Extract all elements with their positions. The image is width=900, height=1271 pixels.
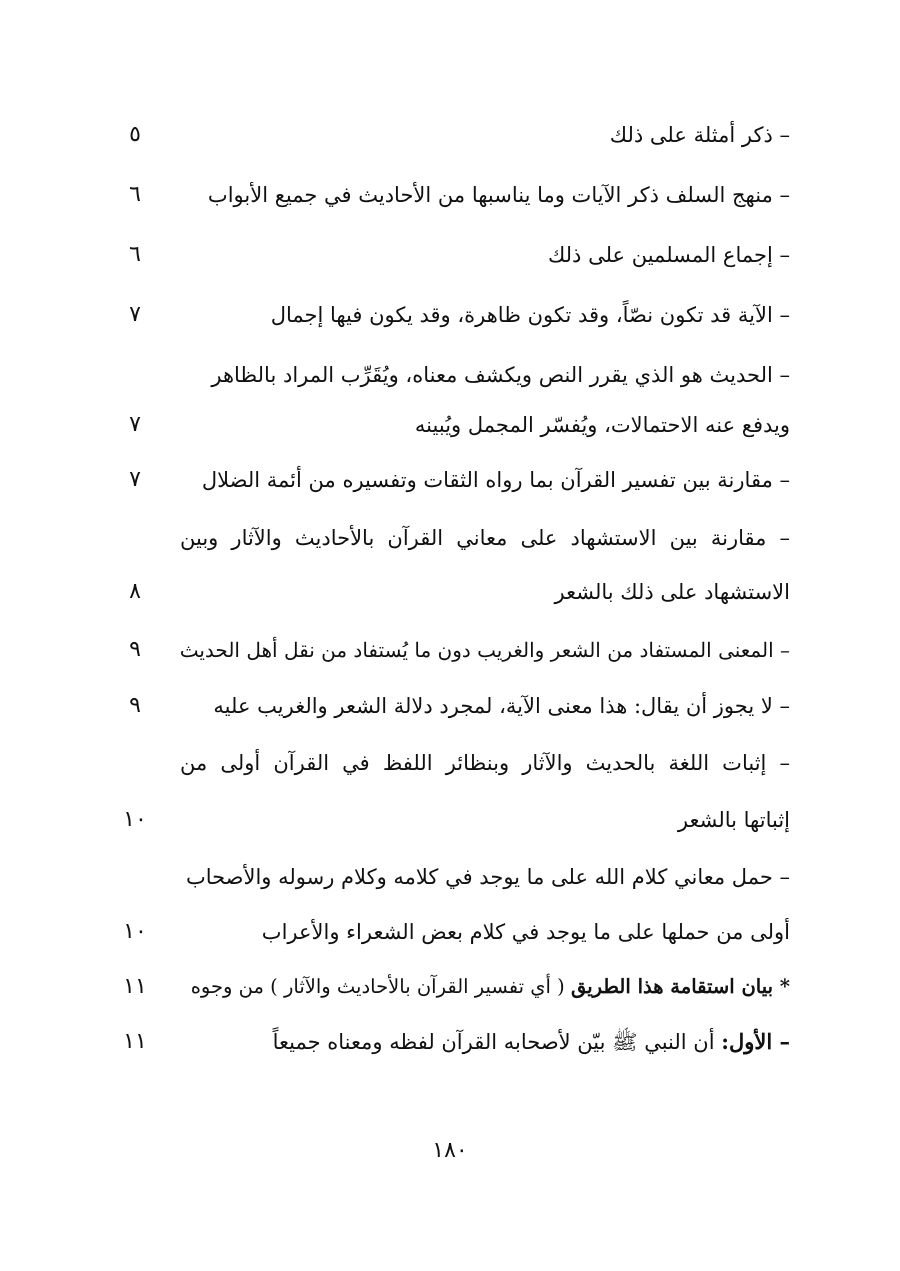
entry-text: – ذكر أمثلة على ذلك — [609, 123, 790, 147]
toc-entry — [100, 285, 790, 345]
entry-text: – المعنى المستفاد من الشعر والغريب دون ما يُستفاد من نقل أهل الحديث — [179, 638, 790, 662]
entry-text: – الآية قد تكون نصّاً، وقد تكون ظاهرة، وقد يكون فيها إجمال — [270, 303, 790, 327]
entry-text: الاستشهاد على ذلك بالشعر — [554, 580, 790, 604]
entry-body: أن النبي ﷺ بيّن لأصحابه القرآن لفظه ومعناه جميعاً — [272, 1030, 722, 1054]
entry-lead: – الأول: — [721, 1029, 790, 1054]
entry-text — [191, 957, 790, 1017]
toc-entry — [100, 105, 790, 165]
toc-entry — [100, 733, 790, 793]
entry-page-number — [100, 847, 170, 907]
entry-text: إثباتها بالشعر — [677, 808, 790, 832]
toc-entry — [100, 620, 790, 680]
toc-entry — [100, 1012, 790, 1072]
toc-entry — [100, 225, 790, 285]
entry-body: ( أي تفسير القرآن بالأحاديث والآثار ) من وجوه — [190, 975, 571, 998]
toc-entry — [100, 562, 790, 622]
entry-page-number: ٧ — [129, 467, 141, 492]
toc-entry — [100, 902, 790, 962]
entry-text: – الحديث هو الذي يقرر النص ويكشف معناه، ويُقَرِّب المراد بالظاهر — [211, 363, 790, 387]
entry-page-number: ١١ — [123, 1029, 147, 1054]
toc-entry — [100, 847, 790, 907]
entry-text: – حمل معاني كلام الله على ما يوجد في كلامه وكلام رسوله والأصحاب — [185, 865, 790, 889]
entry-page-number: ٩ — [129, 693, 141, 718]
entry-page-number: ١١ — [123, 974, 147, 999]
entry-text: – منهج السلف ذكر الآيات وما يناسبها من الأحاديث في جميع الأبواب — [207, 183, 790, 207]
entry-page-number: ٧ — [129, 302, 141, 327]
entry-page-number: ١٠ — [123, 807, 147, 832]
toc-entry — [100, 508, 790, 568]
entry-text: – مقارنة بين تفسير القرآن بما رواه الثقات وتفسيره من أئمة الضلال — [201, 468, 790, 492]
entry-page-number: ٥ — [129, 122, 141, 147]
toc-entry — [100, 676, 790, 736]
page-number: ١٨٠ — [432, 1138, 468, 1163]
toc-entry — [100, 395, 790, 455]
entry-text: أولى من حملها على ما يوجد في كلام بعض الشعراء والأعراب — [261, 920, 790, 944]
entry-page-number: ٨ — [129, 579, 141, 604]
toc-entry — [100, 790, 790, 850]
entry-text: – إثبات اللغة بالحديث والآثار وبنظائر اللفظ في القرآن أولى من — [180, 751, 790, 775]
entry-page-number: ٧ — [129, 412, 141, 437]
toc-entry — [100, 165, 790, 225]
toc-entry — [100, 957, 790, 1017]
entry-page-number — [100, 508, 170, 568]
entry-lead: * بيان استقامة هذا الطريق — [570, 975, 790, 998]
entry-text: – مقارنة بين الاستشهاد على معاني القرآن بالأحاديث والآثار وبين — [180, 526, 790, 550]
entry-page-number: ١٠ — [123, 919, 147, 944]
entry-text: – لا يجوز أن يقال: هذا معنى الآية، لمجرد دلالة الشعر والغريب عليه — [213, 694, 790, 718]
entry-text — [273, 1012, 790, 1072]
entry-text: ويدفع عنه الاحتمالات، ويُفسّر المجمل ويُبينه — [414, 413, 790, 437]
entry-page-number: ٦ — [129, 182, 141, 207]
toc-entry — [100, 450, 790, 510]
entry-page-number — [100, 733, 170, 793]
entry-page-number: ٦ — [129, 242, 141, 267]
entry-text: – إجماع المسلمين على ذلك — [547, 243, 790, 267]
entry-page-number: ٩ — [129, 637, 141, 662]
